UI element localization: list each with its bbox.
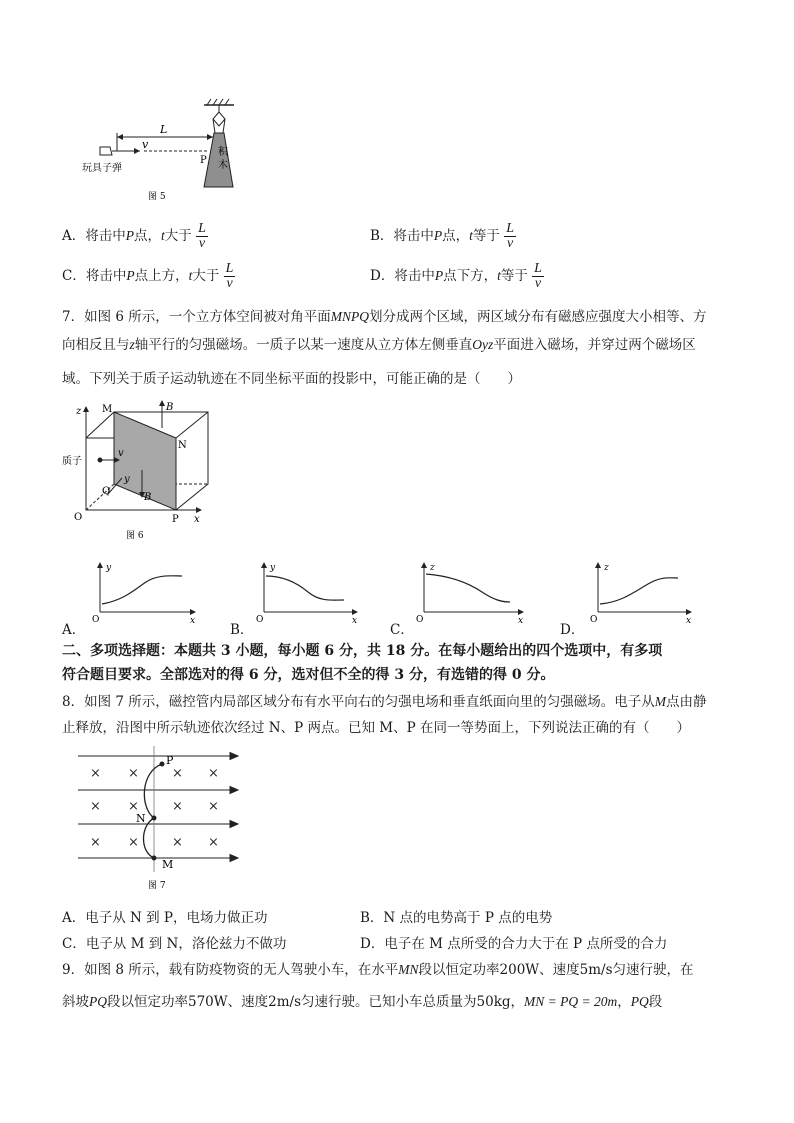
q7-option-c[interactable]: C． z x O [390, 560, 530, 636]
block-label-2: 木 [218, 160, 228, 171]
trajectory-curve [600, 578, 678, 604]
magnetic-field-crosses [90, 766, 219, 850]
q9-line-2: 斜坡PQ段以恒定功率570W、速度2m/s匀速行驶。已知小车总质量为50kg，MN = PQ = 20m，PQ段 [62, 994, 663, 1010]
label-v: v [142, 138, 149, 151]
svg-text:y: y [270, 563, 276, 573]
svg-text:O: O [416, 615, 424, 624]
block-label-1: 积 [218, 147, 228, 158]
label-B-down: B [144, 492, 152, 503]
q9-line-1: 9．如图 8 所示，载有防疫物资的无人驾驶小车，在水平MN段以恒定功率200W、速度5m/s匀速行驶，在 [62, 962, 694, 978]
q8-option-a[interactable]: A．电子从 N 到 P，电场力做正功 [62, 910, 268, 926]
label-P: P [200, 155, 207, 166]
fraction-L-over-v: $\frac{L}{v}$ [506, 221, 515, 251]
label-Q: Q [102, 486, 111, 497]
proton-dot [98, 458, 103, 463]
trajectory-curve [102, 576, 182, 604]
trajectory-curve [426, 574, 510, 602]
q8-line-2: 止释放，沿图中所示轨迹依次经过 N、P 两点。已知 M、P 在同一等势面上，下列说法正确的有（ ） [62, 720, 690, 736]
svg-text:y: y [106, 563, 112, 573]
velocity-arrow [134, 148, 140, 154]
q7-line-3: 域。下列关于质子运动轨迹在不同坐标平面的投影中，可能正确的是（ ） [62, 371, 521, 387]
svg-text:z: z [430, 563, 435, 573]
q7-option-d[interactable]: D． z x O [560, 560, 700, 636]
label-toy-bullet: 玩具子弹 [82, 163, 122, 174]
graph-c [412, 560, 532, 624]
q6-option-d[interactable]: D．将击中P点下方，t等于 $\frac{L}{v}$ [370, 261, 542, 291]
label-y: y [124, 474, 130, 485]
svg-text:x: x [352, 616, 358, 624]
svg-text:×: × [90, 766, 101, 781]
label-P: P [166, 754, 174, 767]
q6-option-a[interactable]: A．将击中P点，t大于 $\frac{L}{v}$ [62, 221, 206, 251]
q7-line-1: 7．如图 6 所示，一个立方体空间被对角平面MNPQ划分成两个区域，两区域分布有磁感应强度大小相等、方 [62, 309, 707, 325]
figure-7-svg [70, 742, 250, 894]
svg-text:×: × [172, 835, 183, 850]
toy-gun-icon [100, 147, 112, 155]
electron-trajectory [144, 764, 163, 858]
q8-option-c[interactable]: C．电子从 M 到 N，洛伦兹力不做功 [62, 936, 287, 952]
svg-text:x: x [190, 616, 196, 624]
svg-text:×: × [208, 766, 219, 781]
graph-a [84, 560, 204, 624]
svg-text:×: × [90, 799, 101, 814]
q8-line-1: 8．如图 7 所示，磁控管内局部区域分布有水平向右的匀强电场和垂直纸面向里的匀强磁场。电子从M点由静 [62, 694, 707, 710]
figure-7-caption: 图 7 [148, 881, 166, 891]
section-2-heading-line-2: 符合题目要求。全部选对的得 6 分，选对但不全的得 3 分，有选错的得 0 分。 [62, 667, 555, 683]
label-x: x [194, 514, 200, 525]
svg-text:×: × [208, 835, 219, 850]
fraction-L-over-v: $\frac{L}{v}$ [534, 261, 542, 291]
svg-text:×: × [172, 799, 183, 814]
graph-b [252, 560, 372, 624]
label-M: M [162, 858, 174, 871]
svg-text:x: x [518, 616, 524, 624]
svg-text:×: × [128, 835, 139, 850]
q8-option-b[interactable]: B．N 点的电势高于 P 点的电势 [360, 910, 553, 926]
graph-d [582, 560, 702, 624]
q6-option-c[interactable]: C．将击中P点上方，t大于 $\frac{L}{v}$ [62, 261, 234, 291]
svg-text:O: O [92, 615, 100, 624]
svg-text:O: O [590, 615, 598, 624]
q6-option-b[interactable]: B．将击中P点，t等于 $\frac{L}{v}$ [370, 221, 515, 251]
figure-6 [62, 398, 222, 540]
label-proton: 质子 [62, 456, 82, 467]
svg-text:z: z [604, 563, 609, 573]
figure-7 [70, 742, 250, 894]
svg-text:×: × [128, 766, 139, 781]
figure-6-svg [62, 398, 222, 540]
svg-text:O: O [256, 615, 264, 624]
svg-text:x: x [686, 616, 692, 624]
fraction-L-over-v: $\frac{L}{v}$ [225, 261, 234, 291]
label-O: O [74, 512, 83, 523]
figure-5-caption: 图 5 [148, 192, 166, 202]
svg-text:×: × [208, 799, 219, 814]
label-B-up: B [166, 402, 174, 413]
svg-text:×: × [90, 835, 101, 850]
figure-6-caption: 图 6 [126, 531, 144, 540]
clamp-icon [213, 112, 225, 126]
q7-option-b[interactable]: B． y x O [230, 560, 370, 636]
label-M: M [102, 404, 113, 415]
figure-5 [80, 95, 250, 205]
q7-option-a[interactable]: A． y x O [62, 560, 202, 636]
label-L: L [160, 123, 168, 136]
svg-text:×: × [128, 799, 139, 814]
q8-option-d[interactable]: D．电子在 M 点所受的合力大于在 P 点所受的合力 [360, 936, 668, 952]
section-2-heading-line-1: 二、多项选择题：本题共 3 小题，每小题 6 分，共 18 分。在每小题给出的四个选项中，有多项 [62, 643, 663, 659]
figure-5-svg [80, 95, 250, 205]
label-P: P [172, 514, 179, 525]
trajectory-curve [266, 576, 344, 600]
label-N: N [136, 812, 146, 825]
q7-line-2: 向相反且与z轴平行的匀强磁场。一质子以某一速度从立方体左侧垂直Oyz平面进入磁场，并穿过两个磁场区 [62, 337, 696, 353]
label-N: N [178, 440, 187, 451]
label-v: v [118, 448, 124, 459]
svg-text:×: × [172, 766, 183, 781]
label-z: z [76, 406, 82, 417]
fraction-L-over-v: $\frac{L}{v}$ [198, 221, 206, 251]
